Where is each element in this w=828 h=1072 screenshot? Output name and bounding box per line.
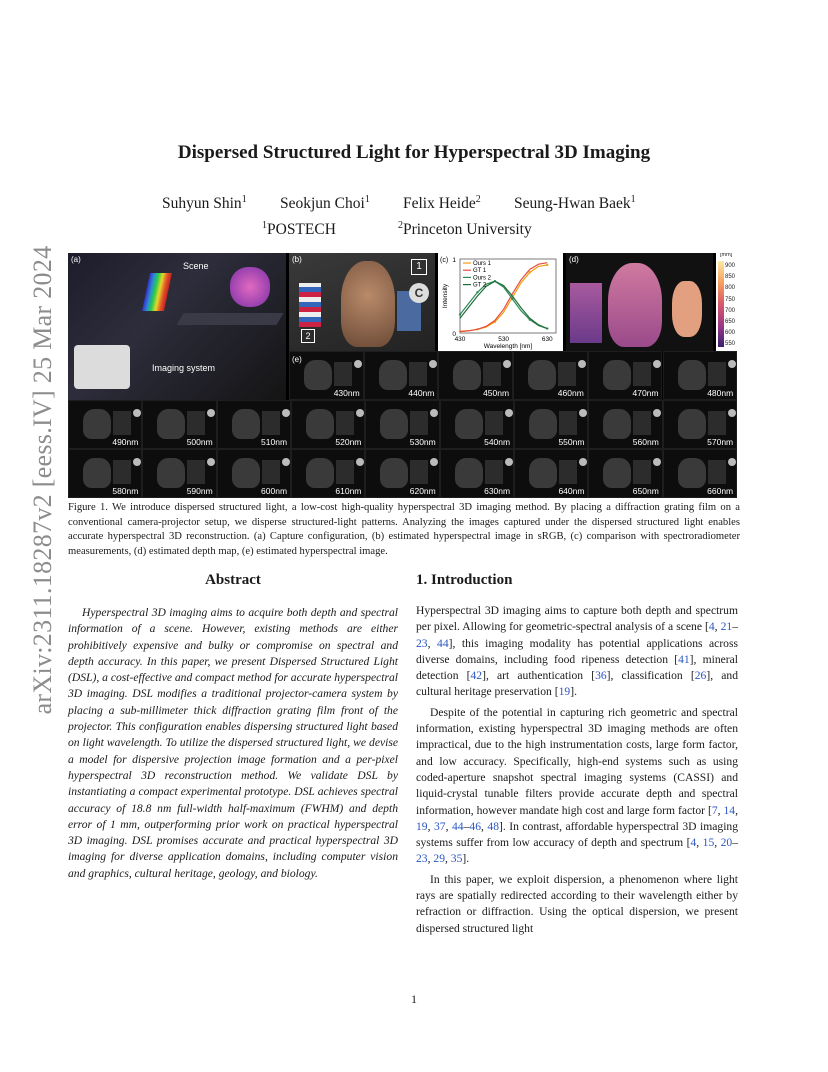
intro-text-run: ,	[714, 620, 721, 634]
tile-bear	[83, 458, 111, 488]
tile-object	[409, 362, 427, 386]
panel-c-spectrum-chart	[438, 253, 563, 351]
citation-link[interactable]: 46	[469, 819, 481, 833]
citation-link[interactable]: 7	[711, 803, 718, 817]
tile-marker	[653, 458, 661, 466]
spectral-band-tile	[217, 400, 291, 449]
intro-text-run: Hyperspectral 3D imaging aims to capture both depth and spectrum per pixel. Allowing for geometric-spectral analysis of a scene [	[416, 604, 738, 634]
intro-text-run: ]. In contrast, affordable hyperspectral 3D imaging systems suffer from low accuracy of depth and spectrum [	[416, 819, 739, 850]
tile-bear	[453, 360, 481, 390]
projector-device	[74, 345, 130, 389]
wavelength-label: 610nm	[335, 486, 362, 496]
tile-marker	[728, 409, 736, 417]
tile-marker	[728, 360, 736, 368]
wavelength-label: 520nm	[335, 437, 362, 447]
intro-text-run: ].	[570, 685, 577, 699]
intro-paragraph-3	[416, 872, 738, 937]
tile-bear	[306, 458, 334, 488]
tile-bear	[529, 409, 557, 439]
intro-text-run: Despite of the potential in capturing rich geometric and spectral information, existing hyperspectral 3D imaging methods are often impractical, due to the high instrumentation costs, large form factor, and low accuracy. Specifically, high-end systems such as using coded-aperture snapshot spectral imaging systems (CASSI) and liquid-crystal tunable filters provide accurate depth and spectral information, however mandate high cost and large form factor [	[416, 705, 738, 817]
tile-bear	[678, 458, 706, 488]
intro-text-run: –	[732, 836, 738, 850]
tile-bear	[455, 458, 483, 488]
tile-marker	[579, 409, 587, 417]
spectral-band-tile	[291, 400, 365, 449]
abstract-heading: Abstract	[205, 572, 261, 588]
intro-text-run: ], and cultural heritage preservation [	[416, 669, 738, 699]
tile-object	[262, 460, 280, 484]
tile-bear	[455, 409, 483, 439]
marker-1: 1	[411, 259, 427, 275]
author: Suhyun Shin$^1$	[162, 193, 247, 212]
series-point	[459, 313, 461, 315]
wavelength-label: 540nm	[484, 437, 511, 447]
spectral-band-tile	[438, 351, 513, 400]
paper-title: Dispersed Structured Light for Hyperspectral 3D Imaging	[177, 142, 651, 163]
tile-object	[410, 411, 428, 435]
imaging-system-label: Imaging system	[152, 363, 216, 373]
tile-bear	[304, 360, 332, 390]
tile-bear	[528, 360, 556, 390]
citation-link[interactable]: 4	[708, 620, 715, 634]
wavelength-label: 640nm	[558, 486, 585, 496]
panel-label-c: (c)	[440, 257, 449, 264]
author: Felix Heide$^2$	[403, 193, 481, 212]
spectral-band-tile	[663, 351, 738, 400]
affiliation: $^1$ POSTECH	[262, 219, 336, 238]
citation-link[interactable]: 15	[702, 836, 715, 850]
x-tick-label: 630	[541, 336, 553, 343]
wavelength-label: 530nm	[409, 437, 436, 447]
spectral-band-tile	[588, 400, 662, 449]
colorbar-tick-label: 800	[725, 285, 736, 292]
tile-bear	[232, 409, 260, 439]
spectral-band-tile	[291, 449, 365, 498]
colorbar-tick-label: 550	[725, 341, 736, 348]
intro-text-run: ,	[717, 803, 724, 817]
panel-label-d: (d)	[569, 255, 579, 264]
citation-link[interactable]: 44	[437, 636, 449, 650]
tile-bear	[157, 458, 185, 488]
tile-marker	[356, 458, 364, 466]
spectral-band-tile	[68, 449, 142, 498]
tile-bear	[603, 360, 631, 390]
intro-text-run: ,	[427, 819, 434, 833]
intro-text-run: –	[463, 819, 470, 833]
citation-link[interactable]: 26	[694, 669, 707, 683]
citation-link[interactable]: 41	[678, 652, 690, 666]
x-tick-label: 530	[498, 336, 510, 343]
tile-marker	[505, 458, 513, 466]
wavelength-label: 430nm	[333, 388, 360, 398]
tile-bear	[232, 458, 260, 488]
wavelength-label: 660nm	[707, 486, 734, 496]
spectral-band-tile	[514, 400, 588, 449]
citation-link[interactable]: 37	[434, 819, 446, 833]
affiliation: $^2$ Princeton University	[398, 219, 532, 238]
tile-marker	[653, 360, 661, 368]
colorbar-tick-label: 750	[725, 296, 736, 303]
colorbar-tick-label: 900	[725, 263, 736, 269]
wavelength-label: 440nm	[408, 388, 435, 398]
citation-link[interactable]: 42	[470, 669, 483, 683]
marker-c: C	[409, 283, 429, 303]
panel-label-b: (b)	[292, 255, 302, 264]
wavelength-label: 600nm	[261, 486, 288, 496]
page-number: 1	[411, 992, 417, 1006]
colorbar-tick-label: 600	[725, 330, 736, 337]
panel-a-capture-photo	[68, 253, 286, 401]
citation-link[interactable]: 4	[690, 836, 697, 850]
author: Seung-Hwan Baek$^1$	[514, 193, 636, 212]
tile-object	[113, 460, 131, 484]
y-tick-label: 1	[452, 257, 456, 264]
citation-link[interactable]: 20	[720, 836, 733, 850]
spectral-band-tile	[68, 400, 142, 449]
tile-marker	[429, 360, 437, 368]
tile-marker	[282, 409, 290, 417]
tile-object	[113, 411, 131, 435]
x-tick-label: 430	[454, 336, 466, 343]
citation-link[interactable]: 44	[452, 819, 464, 833]
spectrum-chart-svg	[438, 253, 563, 351]
tile-object	[633, 411, 651, 435]
citation-link[interactable]: 48	[487, 819, 499, 833]
tile-object	[187, 411, 205, 435]
tile-bear	[678, 409, 706, 439]
intro-text-run: ,	[427, 636, 438, 650]
tile-object	[559, 460, 577, 484]
wavelength-label: 490nm	[112, 437, 139, 447]
spectral-band-tile	[142, 400, 216, 449]
legend-entry: GT 2	[473, 282, 487, 289]
tile-object	[483, 362, 501, 386]
citation-link[interactable]: 29	[433, 852, 445, 866]
spectral-band-tile	[364, 351, 439, 400]
tile-object	[633, 362, 651, 386]
tile-bear	[529, 458, 557, 488]
depth-background	[570, 283, 602, 343]
citation-link[interactable]: 19	[416, 819, 428, 833]
intro-text-run: ,	[480, 819, 488, 833]
tile-bear	[678, 360, 706, 390]
wavelength-label: 580nm	[112, 486, 139, 496]
legend-entry: Ours 1	[473, 261, 492, 267]
wavelength-label: 590nm	[186, 486, 213, 496]
scene-toy	[230, 267, 270, 307]
citation-link[interactable]: 19	[558, 685, 571, 699]
tile-marker	[430, 409, 438, 417]
wavelength-label: 620nm	[409, 486, 436, 496]
spectral-band-tile	[663, 400, 737, 449]
tile-marker	[503, 360, 511, 368]
color-chart	[299, 283, 321, 327]
tile-object	[262, 411, 280, 435]
series-point	[529, 271, 531, 273]
spectral-band-tile	[513, 351, 588, 400]
spectral-band-tile	[663, 449, 737, 498]
tile-object	[336, 411, 354, 435]
intro-text-run: ].	[462, 852, 470, 866]
tile-bear	[157, 409, 185, 439]
wavelength-label: 500nm	[186, 437, 213, 447]
tile-object	[559, 411, 577, 435]
rainbow-dispersion	[142, 273, 172, 311]
tile-object	[708, 460, 726, 484]
intro-text-run: ], art authentication [	[482, 669, 596, 683]
legend-entry: GT 1	[473, 268, 487, 275]
spectral-band-tile	[440, 400, 514, 449]
intro-paragraph-1	[416, 603, 738, 701]
wavelength-label: 550nm	[558, 437, 585, 447]
tile-marker	[354, 360, 362, 368]
teddy-bear	[341, 261, 395, 347]
intro-text-run: ,	[445, 819, 452, 833]
tile-object	[334, 362, 352, 386]
tile-object	[558, 362, 576, 386]
tile-marker	[653, 409, 661, 417]
tile-object	[336, 460, 354, 484]
tile-object	[485, 460, 503, 484]
tile-marker	[579, 458, 587, 466]
tile-bear	[603, 458, 631, 488]
wavelength-label: 450nm	[483, 388, 510, 398]
tile-marker	[728, 458, 736, 466]
panel-b-srgb-image	[289, 253, 435, 351]
intro-text-run: ,	[735, 803, 738, 817]
author: Seokjun Choi$^1$	[280, 193, 370, 212]
depth-object	[672, 281, 702, 337]
tile-bear	[603, 409, 631, 439]
spectral-band-tile	[142, 449, 216, 498]
intro-heading: 1. Introduction	[416, 572, 513, 588]
colorbar-gradient	[718, 261, 724, 347]
colorbar-tick-label: 700	[725, 307, 736, 314]
tile-marker	[207, 409, 215, 417]
tile-marker	[207, 458, 215, 466]
colorbar-tick-label: 850	[725, 274, 736, 281]
tile-object	[187, 460, 205, 484]
abstract-text: Hyperspectral 3D imaging aims to acquire both depth and spectral information of a scene. However, existing methods are either prohibitively expensive and bulky or compromise on spectral and depth accuracy. In this paper, we present Dispersed Structured Light (DSL), a cost-effective and compact method for accurate hyperspectral 3D imaging. DSL modifies a traditional projector-camera system by placing a sub-millimeter thick diffraction grating film front of the projector. This configuration enables dispersing structured light based on light wavelength. To utilize the dispersed structured light, we devise a model for dispersive projection image formation and a per-pixel hyperspectral 3D reconstruction method. We validate DSL by instantiating a compact experimental prototype. DSL achieves spectral accuracy of 18.8 nm full-width half-maximum (FWHM) and depth error of 1 mm, outperforming prior work on practical hyperspectral 3D imaging. DSL promises accurate and practical hyperspectral 3D imaging for diverse application domains, including computer vision and graphics, cultural heritage, geology, and biology.	[68, 606, 399, 880]
intro-text-run: ], this imaging modality has potential applications across diverse domains, including food ripeness detection [	[416, 636, 739, 666]
spectral-band-tile	[514, 449, 588, 498]
intro-text-run: ], classification [	[606, 669, 695, 683]
figure-1	[68, 253, 737, 498]
panel-d-depth-map	[566, 253, 713, 351]
citation-link[interactable]: 23	[416, 636, 428, 650]
spectral-band-tile	[217, 449, 291, 498]
wavelength-label: 460nm	[557, 388, 584, 398]
citation-link[interactable]: 14	[723, 803, 736, 817]
intro-text-run: ,	[427, 852, 434, 866]
panel-label-e: (e)	[292, 355, 302, 364]
table-edge	[177, 313, 284, 325]
spectral-band-tile	[588, 351, 663, 400]
tile-object	[410, 460, 428, 484]
intro-body	[416, 603, 738, 937]
wavelength-label: 560nm	[632, 437, 659, 447]
intro-paragraph-2	[416, 705, 738, 868]
tile-object	[708, 411, 726, 435]
tile-object	[485, 411, 503, 435]
intro-text-run: In this paper, we exploit dispersion, a phenomenon where light rays are spatially redirected according to their wavelength either by refraction or diffraction. Using the optical dispersion, we present dispersed structured light	[416, 872, 738, 935]
wavelength-label: 650nm	[632, 486, 659, 496]
tile-marker	[578, 360, 586, 368]
tile-bear	[380, 409, 408, 439]
tile-marker	[356, 409, 364, 417]
colorbar-tick-label: 650	[725, 319, 736, 325]
wavelength-label: 570nm	[707, 437, 734, 447]
colorbar-unit: [mm]	[720, 253, 733, 258]
spectral-band-tile	[365, 449, 439, 498]
depth-bear	[608, 263, 662, 347]
y-axis-label: Intensity	[442, 283, 449, 309]
arxiv-stamp: arXiv:2311.18287v2 [eess.IV] 25 Mar 2024	[28, 245, 57, 715]
wavelength-label: 510nm	[261, 437, 288, 447]
marker-2: 2	[301, 329, 315, 343]
x-axis-label: Wavelength [nm]	[483, 343, 533, 350]
spectral-band-tile	[365, 400, 439, 449]
intro-text-run: –	[732, 620, 738, 634]
wavelength-label: 470nm	[632, 388, 659, 398]
figure-caption: Figure 1. We introduce dispersed structured light, a low-cost high-quality hyperspectral 3D imaging method. By placing a diffraction grating film on a conventional camera-projector setup, we disperse structured-light patterns. Analyzing the images captured under the dispersed structured light enables accurate hyperspectral 3D reconstruction. (a) Capture configuration, (b) estimated hyperspectral image in sRGB, (c) comparison with spectroradiometer measurements, (d) estimated depth map, (e) estimated hyperspectral image.	[68, 502, 740, 557]
series-point	[476, 291, 478, 293]
legend-entry: Ours 2	[473, 275, 492, 282]
wavelength-label: 630nm	[484, 486, 511, 496]
series-point	[546, 264, 548, 266]
tile-marker	[133, 458, 141, 466]
tile-object	[708, 362, 726, 386]
intro-text-run: ], mineral detection [	[416, 652, 738, 683]
depth-colorbar	[716, 253, 737, 351]
tile-marker	[282, 458, 290, 466]
intro-text-run: ,	[444, 852, 451, 866]
affiliations	[0, 221, 828, 241]
spectral-band-tile	[588, 449, 662, 498]
author-list	[0, 195, 828, 215]
tile-bear	[83, 409, 111, 439]
tile-marker	[505, 409, 513, 417]
scene-label: Scene	[183, 261, 209, 271]
spectral-band-tile	[440, 449, 514, 498]
citation-link[interactable]: 35	[450, 852, 463, 866]
citation-link[interactable]: 21	[720, 620, 733, 634]
citation-link[interactable]: 36	[595, 669, 607, 683]
tile-marker	[430, 458, 438, 466]
intro-text-run: ,	[696, 836, 703, 850]
tile-bear	[306, 409, 334, 439]
tile-object	[633, 460, 651, 484]
wavelength-label: 480nm	[707, 388, 734, 398]
panel-label-a: (a)	[71, 255, 81, 264]
intro-text-run: ,	[714, 836, 721, 850]
tile-bear	[379, 360, 407, 390]
tile-marker	[133, 409, 141, 417]
tile-bear	[380, 458, 408, 488]
y-tick-label: 0	[452, 331, 456, 338]
citation-link[interactable]: 23	[416, 852, 428, 866]
